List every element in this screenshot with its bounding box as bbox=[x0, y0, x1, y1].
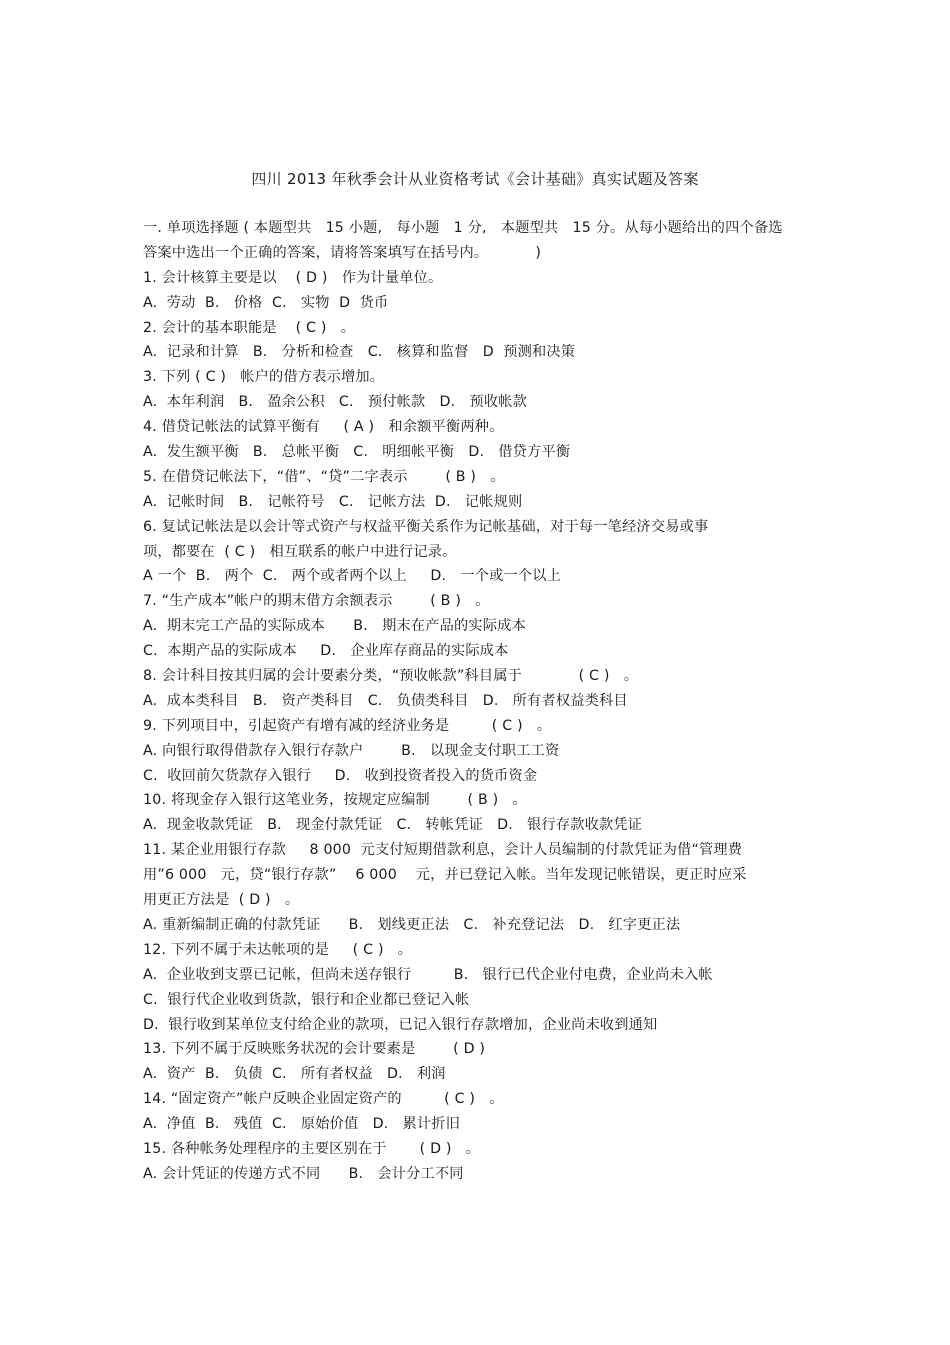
text-line: 8. 会计科目按其归属的会计要素分类，“预收帐款”科目属于 ( C ) 。 bbox=[143, 668, 639, 685]
text-line: A. 现金收款凭证 B. 现金付款凭证 C. 转帐凭证 D. 银行存款收款凭证 bbox=[143, 817, 643, 834]
text-line: A. 期末完工产品的实际成本 B. 期末在产品的实际成本 bbox=[143, 618, 526, 635]
text-line: C. 银行代企业收到货款，银行和企业都已登记入帐 bbox=[143, 991, 470, 1008]
text-line: 6. 复试记帐法是以会计等式资产与权益平衡关系作为记帐基础，对于每一笔经济交易或事 bbox=[143, 518, 709, 535]
text-line: A. 劳动 B. 价格 C. 实物 D 货币 bbox=[143, 294, 389, 311]
text-line: 14. “固定资产”帐户反映企业固定资产的 ( C ) 。 bbox=[143, 1091, 504, 1108]
text-line: C. 本期产品的实际成本 D. 企业库存商品的实际成本 bbox=[143, 643, 509, 660]
text-line: 5. 在借贷记帐法下，“借”、“贷”二字表示 ( B ) 。 bbox=[143, 468, 505, 485]
text-line: 一. 单项选择题 ( 本题型共 15 小题, 每小题 1 分, 本题型共 15 分。从每小题给出的四个备选 bbox=[143, 220, 783, 236]
text-line: 9. 下列项目中，引起资产有增有减的经济业务是 ( C ) 。 bbox=[143, 717, 552, 734]
text-line: 项，都要在 ( C ) 相互联系的帐户中进行记录。 bbox=[143, 543, 457, 560]
text-line: A. 净值 B. 残值 C. 原始价值 D. 累计折旧 bbox=[143, 1116, 461, 1133]
text-line: A. 会计凭证的传递方式不同 B. 会计分工不同 bbox=[143, 1165, 464, 1182]
text-line: A. 企业收到支票已记帐，但尚未送存银行 B. 银行已代企业付电费，企业尚未入帐 bbox=[143, 966, 713, 983]
text-line: 2. 会计的基本职能是 ( C ) 。 bbox=[143, 319, 356, 336]
text-line: A. 向银行取得借款存入银行存款户 B. 以现金支付职工工资 bbox=[143, 742, 560, 759]
text-line: 4. 借贷记帐法的试算平衡有 ( A ) 和余额平衡两种。 bbox=[143, 419, 504, 436]
text-line: 答案中选出一个正确的答案，请将答案填写在括号内。 ) bbox=[143, 244, 542, 261]
text-line: A. 重新编制正确的付款凭证 B. 划线更正法 C. 补充登记法 D. 红字更正法 bbox=[143, 916, 681, 933]
text-line: 10. 将现金存入银行这笔业务，按规定应编制 ( B ) 。 bbox=[143, 792, 527, 809]
text-line: 用更正方法是 ( D ) 。 bbox=[143, 892, 300, 909]
document-title: 四川 2013 年秋季会计从业资格考试《会计基础》真实试题及答案 bbox=[251, 170, 699, 188]
text-line: 用”6 000 元，贷“银行存款” 6 000 元，并已登记入帐。当年发现记帐错误，更正时应采 bbox=[143, 867, 747, 884]
text-line: A. 记录和计算 B. 分析和检查 C. 核算和监督 D 预测和决策 bbox=[143, 344, 576, 361]
text-line: 7. “生产成本”帐户的期末借方余额表示 ( B ) 。 bbox=[143, 593, 490, 610]
text-line: 12. 下列不属于未达帐项的是 ( C ) 。 bbox=[143, 941, 413, 958]
text-line: A 一个 B. 两个 C. 两个或者两个以上 D. 一个或一个以上 bbox=[143, 568, 562, 585]
text-line: D. 银行收到某单位支付给企业的款项，已记入银行存款增加，企业尚未收到通知 bbox=[143, 1016, 658, 1033]
text-line: C. 收回前欠货款存入银行 D. 收到投资者投入的货币资金 bbox=[143, 767, 538, 784]
text-line: 15. 各种帐务处理程序的主要区别在于 ( D ) 。 bbox=[143, 1140, 481, 1157]
text-line: 13. 下列不属于反映账务状况的会计要素是 ( D ) bbox=[143, 1041, 486, 1058]
text-line: A. 记帐时间 B. 记帐符号 C. 记帐方法 D. 记帐规则 bbox=[143, 493, 523, 510]
text-line: A. 本年利润 B. 盈余公积 C. 预付帐款 D. 预收帐款 bbox=[143, 394, 528, 411]
document-body bbox=[143, 216, 813, 1187]
text-line: A. 资产 B. 负债 C. 所有者权益 D. 利润 bbox=[143, 1066, 446, 1083]
text-line: A. 成本类科目 B. 资产类科目 C. 负债类科目 D. 所有者权益类科目 bbox=[143, 692, 628, 709]
text-line: 11. 某企业用银行存款 8 000 元支付短期借款利息，会计人员编制的付款凭证为借“管理费 bbox=[143, 842, 743, 859]
text-line: 3. 下列 ( C ) 帐户的借方表示增加。 bbox=[143, 369, 385, 386]
text-line: 1. 会计核算主要是以 ( D ) 作为计量单位。 bbox=[143, 269, 443, 286]
text-line: A. 发生额平衡 B. 总帐平衡 C. 明细帐平衡 D. 借贷方平衡 bbox=[143, 444, 571, 461]
